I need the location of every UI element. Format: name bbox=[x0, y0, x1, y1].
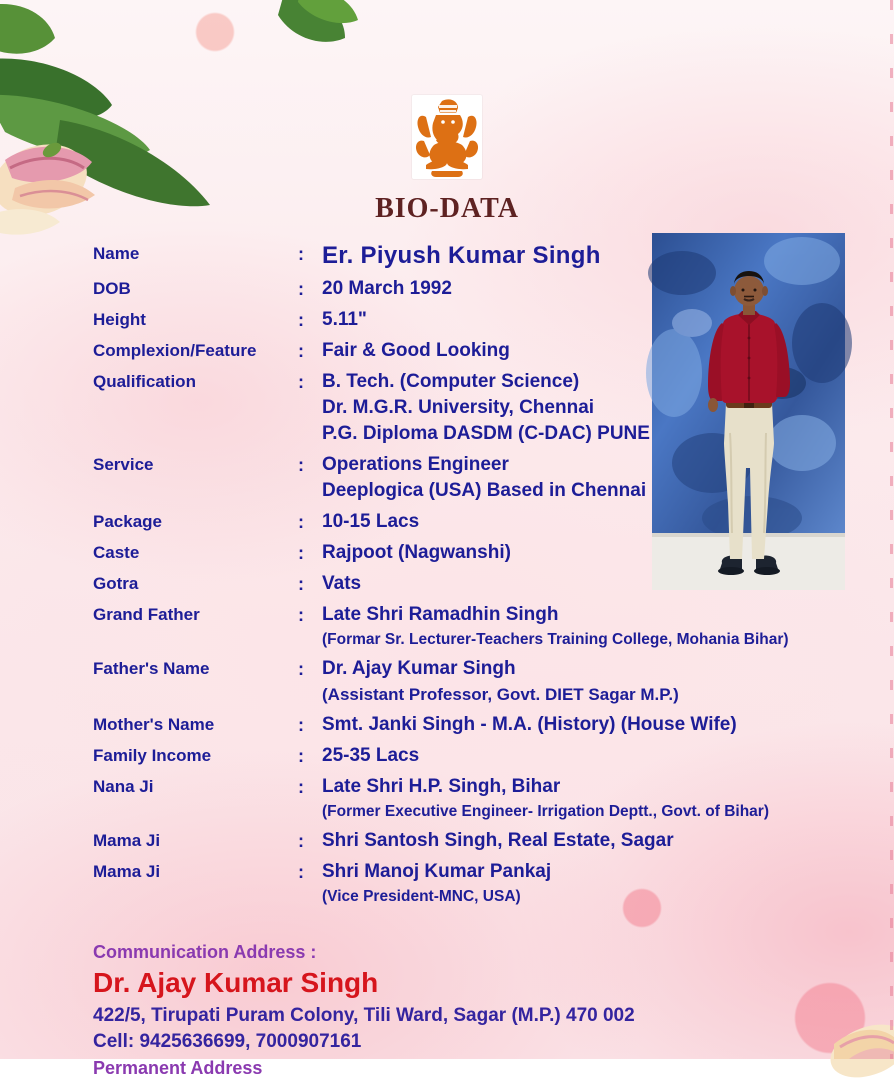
field-label: Name bbox=[93, 244, 140, 263]
communication-address-heading: Communication Address : bbox=[93, 942, 317, 962]
field-row-mother bbox=[93, 712, 883, 738]
field-label: Mama Ji bbox=[93, 862, 161, 881]
field-value: 20 March 1992 bbox=[322, 278, 452, 299]
field-row-grandfather bbox=[93, 602, 883, 651]
colon-separator: : bbox=[298, 244, 304, 264]
field-label: Height bbox=[93, 310, 146, 329]
colon-separator: : bbox=[298, 455, 304, 475]
field-row-family-income bbox=[93, 743, 883, 769]
field-label: Package bbox=[93, 512, 162, 531]
field-label: Gotra bbox=[93, 574, 139, 593]
field-value: Dr. M.G.R. University, Chennai bbox=[322, 397, 595, 418]
field-value: Vats bbox=[322, 573, 362, 594]
colon-separator: : bbox=[298, 659, 304, 679]
ganesha-icon bbox=[412, 95, 482, 179]
permanent-address-heading-cropped: Permanent Address bbox=[93, 1058, 263, 1078]
header bbox=[0, 95, 894, 225]
field-label: Service bbox=[93, 455, 154, 474]
field-value: Operations Engineer bbox=[322, 454, 509, 475]
field-label: Mother's Name bbox=[93, 715, 215, 734]
field-value: 25-35 Lacs bbox=[322, 745, 420, 766]
field-value: Er. Piyush Kumar Singh bbox=[322, 242, 601, 269]
field-value: Fair & Good Looking bbox=[322, 340, 510, 361]
colon-separator: : bbox=[298, 341, 304, 361]
contact-person-name: Dr. Ajay Kumar Singh bbox=[93, 967, 379, 998]
field-value: Late Shri Ramadhin Singh bbox=[322, 604, 559, 625]
field-value: Shri Santosh Singh, Real Estate, Sagar bbox=[322, 830, 674, 851]
colon-separator: : bbox=[298, 279, 304, 299]
field-value: Deeplogica (USA) Based in Chennai bbox=[322, 480, 647, 501]
colon-separator: : bbox=[298, 512, 304, 532]
field-value: 10-15 Lacs bbox=[322, 511, 420, 532]
field-value: Dr. Ajay Kumar Singh bbox=[322, 658, 516, 679]
field-label: Qualification bbox=[93, 372, 196, 391]
field-row-mamaji-1 bbox=[93, 828, 883, 854]
field-value-note: (Formar Sr. Lecturer-Teachers Training College, Mohania Bihar) bbox=[322, 631, 789, 648]
field-row-father bbox=[93, 656, 883, 707]
field-label: Complexion/Feature bbox=[93, 341, 257, 360]
field-label: Nana Ji bbox=[93, 777, 154, 796]
colon-separator: : bbox=[298, 310, 304, 330]
field-value: Smt. Janki Singh - M.A. (History) (House Wife) bbox=[322, 714, 737, 735]
field-label: Mama Ji bbox=[93, 831, 161, 850]
field-label: DOB bbox=[93, 279, 131, 298]
field-value: P.G. Diploma DASDM (C-DAC) PUNE bbox=[322, 423, 650, 444]
colon-separator: : bbox=[298, 372, 304, 392]
field-value: Shri Manoj Kumar Pankaj bbox=[322, 861, 552, 882]
field-value-note: (Vice President-MNC, USA) bbox=[322, 888, 521, 905]
field-value: Late Shri H.P. Singh, Bihar bbox=[322, 776, 561, 797]
colon-separator: : bbox=[298, 746, 304, 766]
colon-separator: : bbox=[298, 715, 304, 735]
colon-separator: : bbox=[298, 862, 304, 882]
profile-photo bbox=[652, 233, 845, 590]
contact-phone-numbers: Cell: 9425636699, 7000907161 bbox=[93, 1031, 362, 1052]
field-row-nanaji bbox=[93, 774, 883, 823]
field-value: Rajpoot (Nagwanshi) bbox=[322, 542, 511, 563]
colon-separator: : bbox=[298, 605, 304, 625]
field-value: 5.11" bbox=[322, 309, 367, 330]
field-label: Grand Father bbox=[93, 605, 200, 624]
field-value-note: (Assistant Professor, Govt. DIET Sagar M.P.) bbox=[322, 685, 679, 704]
field-value-note: (Former Executive Engineer- Irrigation Deptt., Govt. of Bihar) bbox=[322, 803, 769, 820]
contact-address-line: 422/5, Tirupati Puram Colony, Tili Ward, Sagar (M.P.) 470 002 bbox=[93, 1005, 635, 1026]
field-label: Father's Name bbox=[93, 659, 210, 678]
field-label: Family Income bbox=[93, 746, 212, 765]
field-row-mamaji-2 bbox=[93, 859, 883, 908]
colon-separator: : bbox=[298, 777, 304, 797]
communication-address-block bbox=[93, 940, 793, 1080]
colon-separator: : bbox=[298, 574, 304, 594]
colon-separator: : bbox=[298, 543, 304, 563]
field-value: B. Tech. (Computer Science) bbox=[322, 371, 580, 392]
page-title: BIO-DATA bbox=[375, 193, 519, 224]
colon-separator: : bbox=[298, 831, 304, 851]
field-label: Caste bbox=[93, 543, 140, 562]
